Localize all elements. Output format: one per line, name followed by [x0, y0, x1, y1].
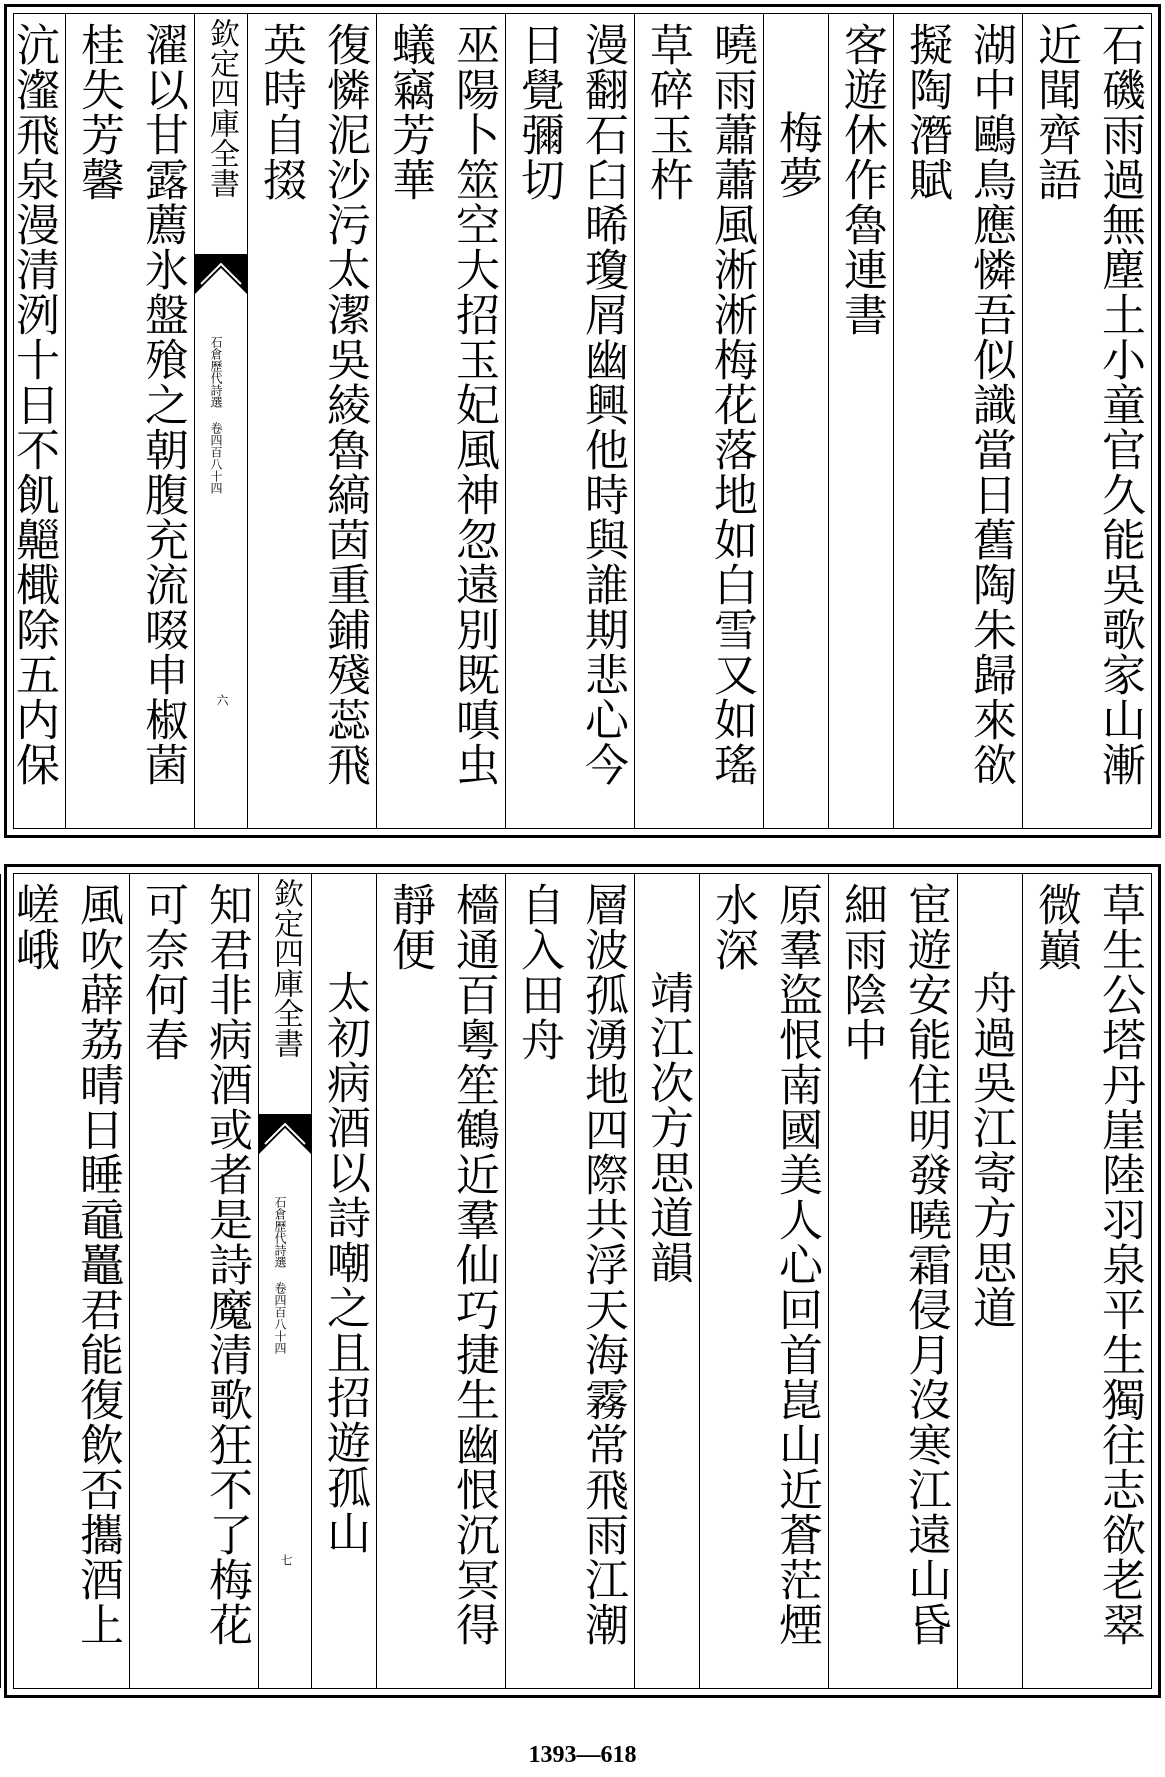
text-column: 太初病酒以詩嘲之且招遊孤山 [311, 874, 376, 1688]
footer-page-number: 1393—618 [528, 1742, 637, 1768]
text-column: 梅夢 [763, 14, 828, 828]
text-column: 草生公塔丹崖陸羽泉平生獨往志欲老翠微巔 [1022, 874, 1151, 1688]
text-column: 風吹薜荔晴日睡黿鼉君能復飲否攜酒上嵯峨 [0, 874, 129, 1688]
spine-book-title: 欽定四庫全書 [204, 18, 239, 198]
spine-book-title: 欽定四庫全書 [268, 878, 303, 1058]
center-spine [194, 14, 247, 828]
text-column: 靖江次方思道韻 [634, 874, 699, 1688]
text-column: 復憐泥沙污太潔吳綾魯縞茵重鋪殘蕊飛英時自掇 [247, 14, 376, 828]
text-column: 知君非病酒或者是詩魔清歌狂不了梅花可奈何春 [129, 874, 258, 1688]
text-column: 沆瀣飛泉漫清洌十日不飢齆檝除五内保 [0, 14, 65, 828]
text-column: 宦遊安能住明發曉霜侵月沒寒江遠山昏細雨陰中 [828, 874, 957, 1688]
spine-page-number: 六 [215, 694, 229, 706]
spine-volume-label: 石倉歷代詩選 卷四百八十四 [273, 1196, 287, 1354]
text-column: 漫翻石臼晞瓊屑幽興他時與誰期悲心今日覺彌切 [505, 14, 634, 828]
text-column: 原羣盜恨南國美人心回首崑山近蒼茫煙水深 [699, 874, 828, 1688]
spine-page-number: 七 [279, 1554, 293, 1566]
text-column: 曉雨蕭蕭風淅淅梅花落地如白雪又如瑤草碎玉杵 [634, 14, 763, 828]
bottom-page [4, 864, 1161, 1698]
text-column: 湖中鷗鳥應憐吾似識當日舊陶朱歸來欲擬陶潛賦 [893, 14, 1022, 828]
text-column: 客遊休作魯連書 [828, 14, 893, 828]
text-column: 舟過吳江寄方思道 [957, 874, 1022, 1688]
top-page-text-block [8, 13, 1152, 829]
text-column: 石磯雨過無塵土小童官久能吳歌家山漸近聞齊語 [1022, 14, 1151, 828]
fishtail-mark-icon [259, 1114, 311, 1154]
top-page [4, 4, 1161, 838]
spine-volume-label: 石倉歷代詩選 卷四百八十四 [209, 336, 223, 494]
center-spine [258, 874, 311, 1688]
text-column: 巫陽卜筮空大招玉妃風神忽遠別既嗔虫蟻竊芳華 [376, 14, 505, 828]
text-column: 濯以甘露薦氷盤飱之朝腹充流啜申椒菌桂失芳馨 [65, 14, 194, 828]
text-column: 檣通百粵笙鶴近羣仙巧捷生幽恨沉冥得靜便 [376, 874, 505, 1688]
fishtail-mark-icon [195, 254, 247, 294]
text-column: 層波孤湧地四際共浮天海霧常飛雨江潮自入田舟 [505, 874, 634, 1688]
bottom-page-text-block [8, 873, 1152, 1689]
